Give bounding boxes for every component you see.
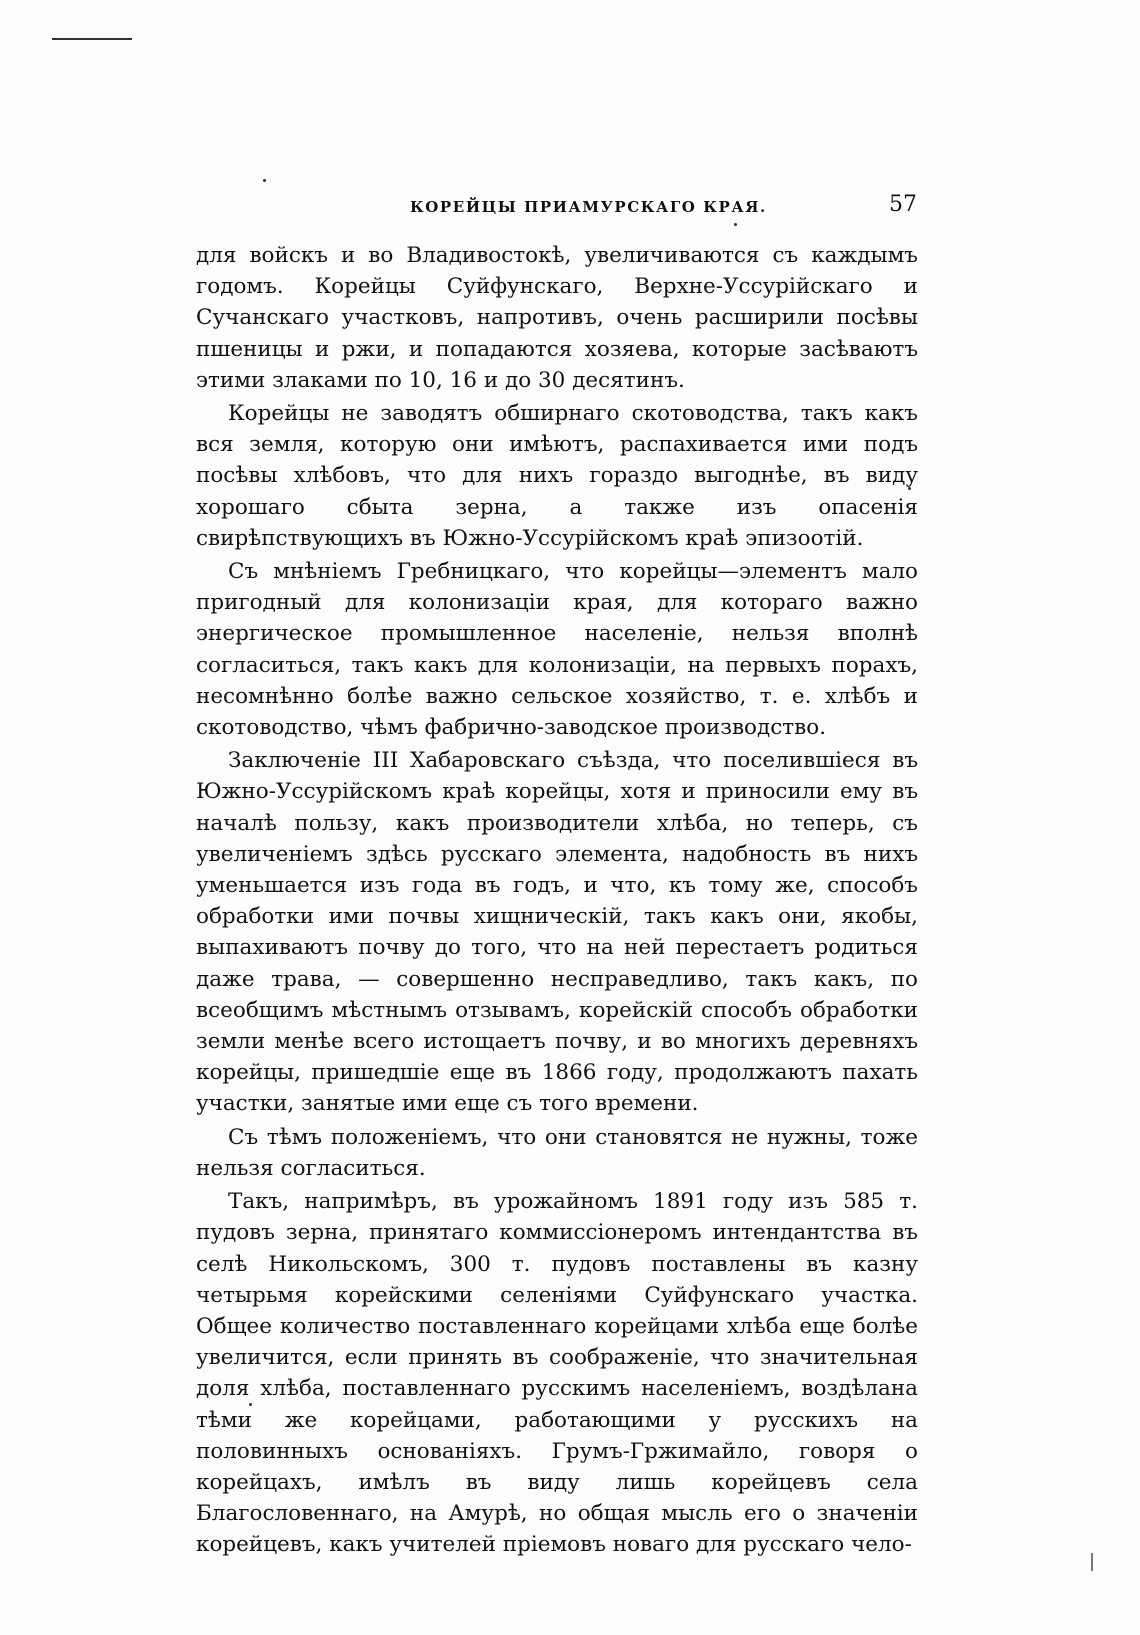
page-number: 57 <box>889 192 917 217</box>
corner-rule <box>52 38 132 40</box>
body-text <box>196 240 918 1563</box>
paragraph: Такъ, напримѣръ, въ урожайномъ 1891 году изъ 585 т. пудовъ зерна, принятаго коммиссіонеромъ интендантства въ селѣ Никольскомъ, 300 т. пудовъ поставлены въ казну четырьмя корейскими селеніями Суйфунскаго участка. Общее количество поставленнаго корейцами хлѣба еще болѣе увеличится, если принять въ соображеніе, что значительная доля хлѣба, поставленнаго русскимъ населеніемъ, воздѣлана тѣми же корейцами, работающими у русскихъ на половинныхъ основаніяхъ. Грумъ-Гржимайло, говоря о корейцахъ, имѣлъ въ виду лишь корейцевъ села Благословеннаго, на Амурѣ, но общая мысль его о значеніи корейцевъ, какъ учителей пріемовъ новаго для русскаго чело- <box>196 1189 918 1558</box>
paragraph: Съ тѣмъ положеніемъ, что они становятся не нужны, тоже нельзя согласиться. <box>196 1124 918 1181</box>
page-header <box>195 192 917 222</box>
print-speck <box>263 179 266 182</box>
running-head: КОРЕЙЦЫ ПРИАМУРСКАГО КРАЯ. <box>410 198 767 216</box>
paragraph: Съ мнѣніемъ Гребницкаго, что корейцы—элементъ мало пригодный для колонизаціи края, для котораго важно энергическое промышленное населеніе, нельзя вполнѣ согласиться, такъ какъ для колонизаціи, на первыхъ порахъ, несомнѣнно болѣе важно сельское хозяйство, т. е. хлѣбъ и скотоводство, чѣмъ фабрично-заводское производство. <box>196 559 918 741</box>
paragraph: для войскъ и во Владивостокѣ, увеличиваются съ каждымъ годомъ. Корейцы Суйфунскаго, Верхне-Уссурійскаго и Сучанскаго участковъ, напротивъ, очень расширили посѣвы пшеницы и ржи, и попадаются хозяева, которые засѣваютъ этими злаками по 10, 16 и до 30 десятинъ. <box>196 243 918 393</box>
paragraph: Корейцы не заводятъ обширнаго скотоводства, такъ какъ вся земля, которую они имѣютъ, распахивается ими подъ посѣвы хлѣбовъ, что для нихъ гораздо выгоднѣе, въ виду хорошаго сбыта зерна, а также изъ опасенія свирѣпствующихъ въ Южно-Уссурійскомъ краѣ эпизоотій. <box>196 401 918 551</box>
print-speck <box>734 223 737 226</box>
margin-mark <box>1091 1553 1093 1571</box>
paragraph: Заключеніе III Хабаровскаго съѣзда, что поселившіеся въ Южно-Уссурійскомъ краѣ корейцы, хотя и приносили ему въ началѣ пользу, какъ производители хлѣба, но теперь, съ увеличеніемъ здѣсь русскаго элемента, надобность въ нихъ уменьшается изъ года въ годъ, и что, къ тому же, способъ обработки ими почвы хищническій, такъ какъ они, якобы, выпахиваютъ почву до того, что на ней перестаетъ родиться даже трава, — совершенно несправедливо, такъ какъ, по всеобщимъ мѣстнымъ отзывамъ, корейскій способъ обработки земли менѣе всего истощаетъ почву, и во многихъ деревняхъ корейцы, пришедшіе еще въ 1866 году, продолжаютъ пахать участки, занятые ими еще съ того времени. <box>196 748 918 1117</box>
